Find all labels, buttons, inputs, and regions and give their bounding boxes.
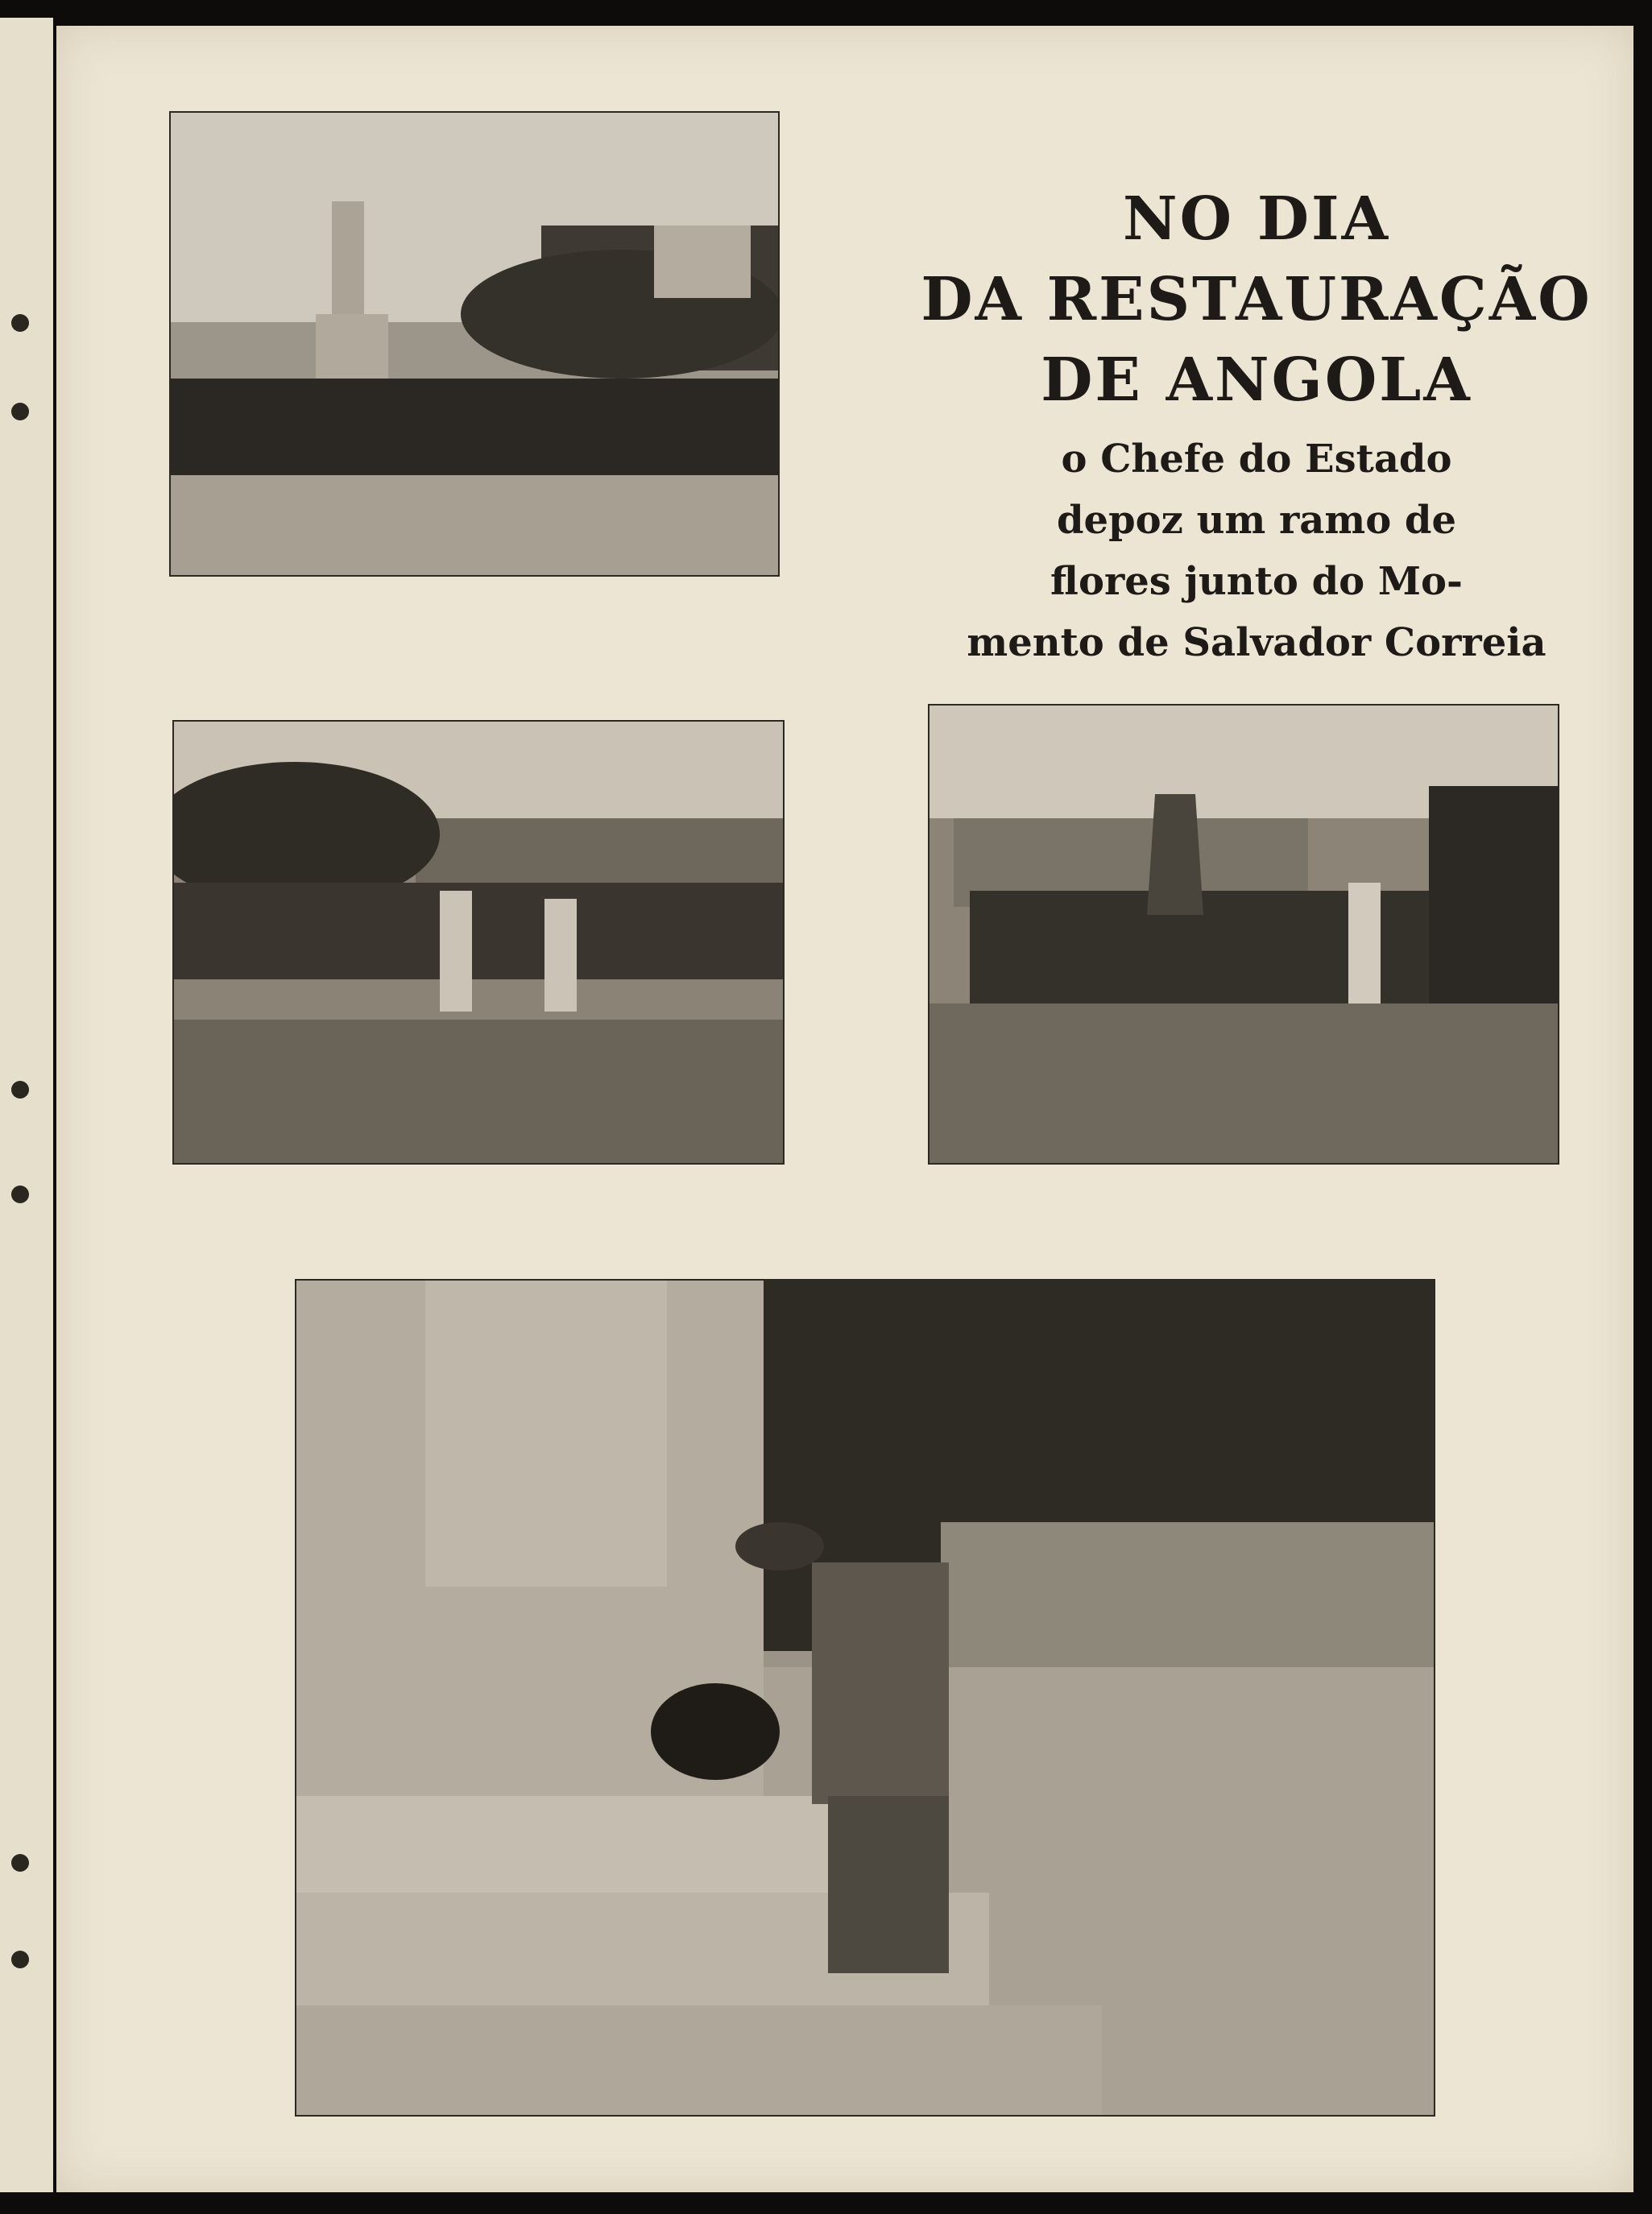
headline-line: DE ANGOLA: [1041, 346, 1472, 415]
subheadline-line: o Chefe do Estado: [1061, 437, 1452, 482]
photo-wreath-laying: [295, 1279, 1435, 2117]
staple-hole: [11, 1951, 29, 1968]
photo-officials-flags: [928, 704, 1559, 1165]
subheadline-line: depoz um ramo de: [1056, 498, 1457, 543]
adjacent-page-edge: [0, 18, 53, 2192]
staple-hole: [11, 314, 29, 332]
headline-line: DA RESTAURAÇÃO: [921, 265, 1592, 334]
magazine-page: [56, 26, 1633, 2192]
staple-hole: [11, 1186, 29, 1203]
photo-monument-crowd: [169, 111, 780, 577]
photo-military-saluting: [172, 720, 785, 1165]
headline-line: NO DIA: [1122, 184, 1391, 254]
subheadline-line: flores junto do Mo-: [1050, 559, 1463, 604]
article-headline-block: [894, 179, 1619, 673]
subheadline-line: mento de Salvador Correia: [967, 620, 1546, 665]
staple-hole: [11, 1854, 29, 1872]
staple-hole: [11, 403, 29, 420]
staple-hole: [11, 1081, 29, 1099]
